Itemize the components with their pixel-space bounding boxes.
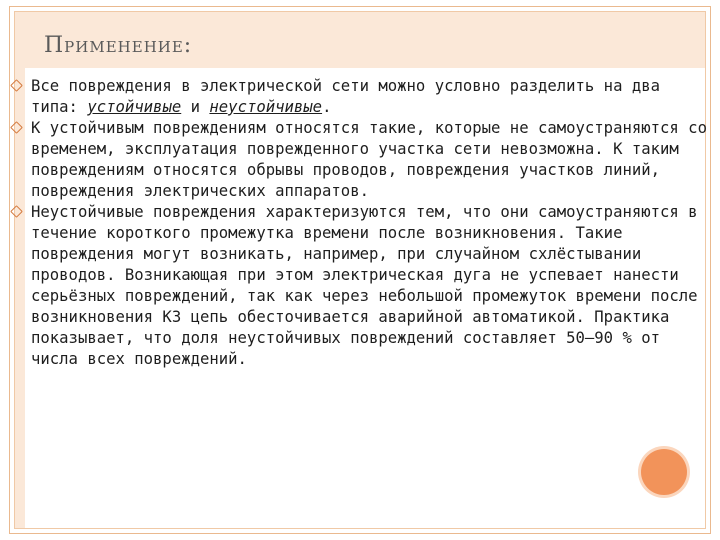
bullet-1-connector: и [181, 98, 210, 116]
bullet-item-3 [11, 202, 711, 370]
bullet-1-text-end: . [322, 98, 332, 116]
bullet-item-1 [11, 76, 711, 118]
bullet-item-2 [11, 118, 711, 202]
bullet-diamond-icon [10, 121, 23, 134]
term-stable: устойчивые [87, 98, 182, 116]
bullet-2-text: К устойчивым повреждениям относятся такие, которые не самоустраняются со временем, эксплуатация поврежденного участка сети невозможна. К таким повреждениям относятся обрывы проводов, повреждения участков линий, повреждения электрических аппаратов. [31, 119, 707, 200]
bullet-1-text-start: Все повреждения в электрической сети можно условно разделить на два типа: [31, 77, 661, 116]
decorative-circle [641, 449, 687, 495]
bullet-list [11, 76, 711, 370]
bullet-diamond-icon [10, 79, 23, 92]
bullet-3-text: Неустойчивые повреждения характеризуются тем, что они самоустраняются в течение короткого промежутка времени после возникновения. Такие повреждения могут возникать, например, при случайном схлёстывании проводов. Возникающая при этом электрическая дуга не успевает нанести серьёзных повреждений, так как через небольшой промежуток времени после возникновения КЗ цепь обесточивается аварийной автоматикой. Практика показывает, что доля неустойчивых повреждений составляет 50—90 % от числа всех повреждений. [31, 203, 698, 368]
slide-title: Применение: [44, 33, 193, 58]
bullet-diamond-icon [10, 205, 23, 218]
term-unstable: неустойчивые [209, 98, 323, 116]
